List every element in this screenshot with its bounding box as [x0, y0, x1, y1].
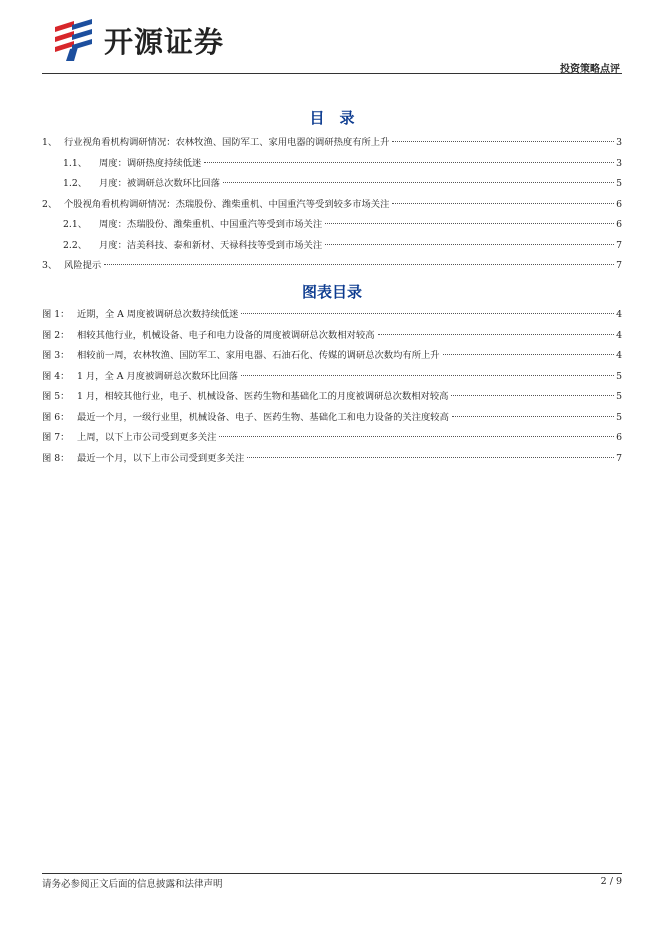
toc-entry-number: 2.2、: [63, 239, 88, 251]
toc-entry-text: 周度：调研热度持续低迷: [99, 157, 202, 169]
figure-entry-text: 上周，以下上市公司受到更多关注: [77, 432, 217, 443]
figure-entry-page: 4: [616, 309, 622, 320]
toc-entry[interactable]: [42, 236, 622, 257]
toc-entry[interactable]: [42, 133, 622, 154]
figure-entry[interactable]: [42, 408, 622, 429]
figure-entry-number: 图 2：: [42, 329, 70, 341]
table-of-contents: [42, 133, 622, 277]
footer-divider: [42, 873, 622, 874]
figure-entry-number: 图 5：: [42, 391, 70, 402]
figure-list: [42, 305, 622, 469]
figure-entry[interactable]: [42, 326, 622, 347]
figure-entry-number: 图 3：: [42, 350, 70, 361]
toc-entry-page: 3: [616, 157, 622, 169]
dot-leader: [219, 436, 614, 437]
toc-entry-number: 3、: [42, 260, 58, 271]
dot-leader: [241, 313, 614, 314]
dot-leader: [451, 395, 614, 396]
figure-entry-number: 图 8：: [42, 452, 70, 464]
toc-entry-number: 2.1、: [63, 219, 88, 230]
toc-entry-number: 2、: [42, 198, 58, 210]
figure-entry-page: 6: [616, 432, 622, 443]
dot-leader: [104, 264, 614, 265]
toc-entry-page: 7: [616, 239, 622, 251]
figure-entry-page: 4: [616, 329, 622, 341]
figure-entry-page: 7: [616, 452, 622, 464]
figure-entry[interactable]: [42, 346, 622, 367]
dot-leader: [392, 203, 614, 204]
figure-entry-text: 相较前一周，农林牧渔、国防军工、家用电器、石油石化、传媒的调研总次数均有所上升: [77, 350, 440, 361]
figure-entry-page: 5: [616, 370, 622, 382]
page-number: 2 / 9: [600, 876, 622, 887]
toc-entry-text: 个股视角看机构调研情况：杰瑞股份、潍柴重机、中国重汽等受到较多市场关注: [64, 198, 390, 210]
figure-list-title: 图表目录: [301, 283, 362, 301]
figure-entry[interactable]: [42, 387, 622, 408]
toc-entry-page: 6: [616, 219, 622, 230]
dot-leader: [378, 334, 614, 335]
figure-entry-text: 最近一个月，一级行业里，机械设备、电子、医药生物、基础化工和电力设备的关注度较高: [77, 411, 449, 423]
dot-leader: [204, 162, 614, 163]
dot-leader: [223, 182, 614, 183]
page-header: [42, 14, 622, 76]
toc-entry[interactable]: [42, 174, 622, 195]
figure-entry-number: 图 7：: [42, 432, 70, 443]
toc-entry-number: 1.2、: [63, 178, 88, 189]
footer-disclaimer: 请务必参阅正文后面的信息披露和法律声明: [42, 879, 223, 890]
figure-entry-text: 1 月，相较其他行业，电子、机械设备、医药生物和基础化工的月度被调研总次数相对较高: [77, 391, 449, 402]
toc-entry-page: 3: [616, 137, 622, 148]
figure-entry-text: 1 月，全 A 月度被调研总次数环比回落: [77, 370, 238, 382]
figure-entry-page: 5: [616, 411, 622, 423]
dot-leader: [241, 375, 614, 376]
toc-entry-text: 风险提示: [64, 260, 102, 271]
toc-title: 目 录: [309, 109, 355, 127]
figure-entry-text: 相较其他行业，机械设备、电子和电力设备的周度被调研总次数相对较高: [77, 329, 375, 341]
figure-entry[interactable]: [42, 428, 622, 449]
figure-entry-number: 图 6：: [42, 411, 70, 423]
report-type-label: 投资策略点评: [560, 64, 620, 75]
dot-leader: [325, 223, 614, 224]
figure-entry-number: 图 4：: [42, 370, 70, 382]
dot-leader: [325, 244, 614, 245]
dot-leader: [392, 141, 614, 142]
figure-entry-page: 4: [616, 350, 622, 361]
toc-entry-text: 周度：杰瑞股份、潍柴重机、中国重汽等受到市场关注: [99, 219, 323, 230]
toc-entry-number: 1、: [42, 137, 58, 148]
toc-entry[interactable]: [42, 195, 622, 216]
toc-entry[interactable]: [42, 256, 622, 277]
toc-entry-page: 7: [616, 260, 622, 271]
toc-entry-page: 6: [616, 198, 622, 210]
figure-entry-number: 图 1：: [42, 309, 70, 320]
figure-entry-page: 5: [616, 391, 622, 402]
toc-entry-text: 行业视角看机构调研情况：农林牧渔、国防军工、家用电器的调研热度有所上升: [64, 137, 390, 148]
brand-name: 开源证券: [104, 25, 225, 59]
toc-entry-number: 1.1、: [63, 157, 88, 169]
dot-leader: [443, 354, 614, 355]
figure-entry[interactable]: [42, 367, 622, 388]
header-divider: [42, 73, 622, 74]
figure-entry[interactable]: [42, 449, 622, 470]
toc-entry-text: 月度：洁美科技、泰和新材、天禄科技等受到市场关注: [99, 239, 323, 251]
figure-entry-text: 近期，全 A 周度被调研总次数持续低迷: [77, 309, 239, 320]
toc-entry[interactable]: [42, 154, 622, 175]
kaiyuan-logo-icon: [52, 19, 94, 61]
figure-entry[interactable]: [42, 305, 622, 326]
figure-entry-text: 最近一个月，以下上市公司受到更多关注: [77, 452, 245, 464]
toc-entry-page: 5: [616, 178, 622, 189]
toc-entry-text: 月度：被调研总次数环比回落: [99, 178, 220, 189]
dot-leader: [247, 457, 614, 458]
toc-entry[interactable]: [42, 215, 622, 236]
dot-leader: [452, 416, 614, 417]
